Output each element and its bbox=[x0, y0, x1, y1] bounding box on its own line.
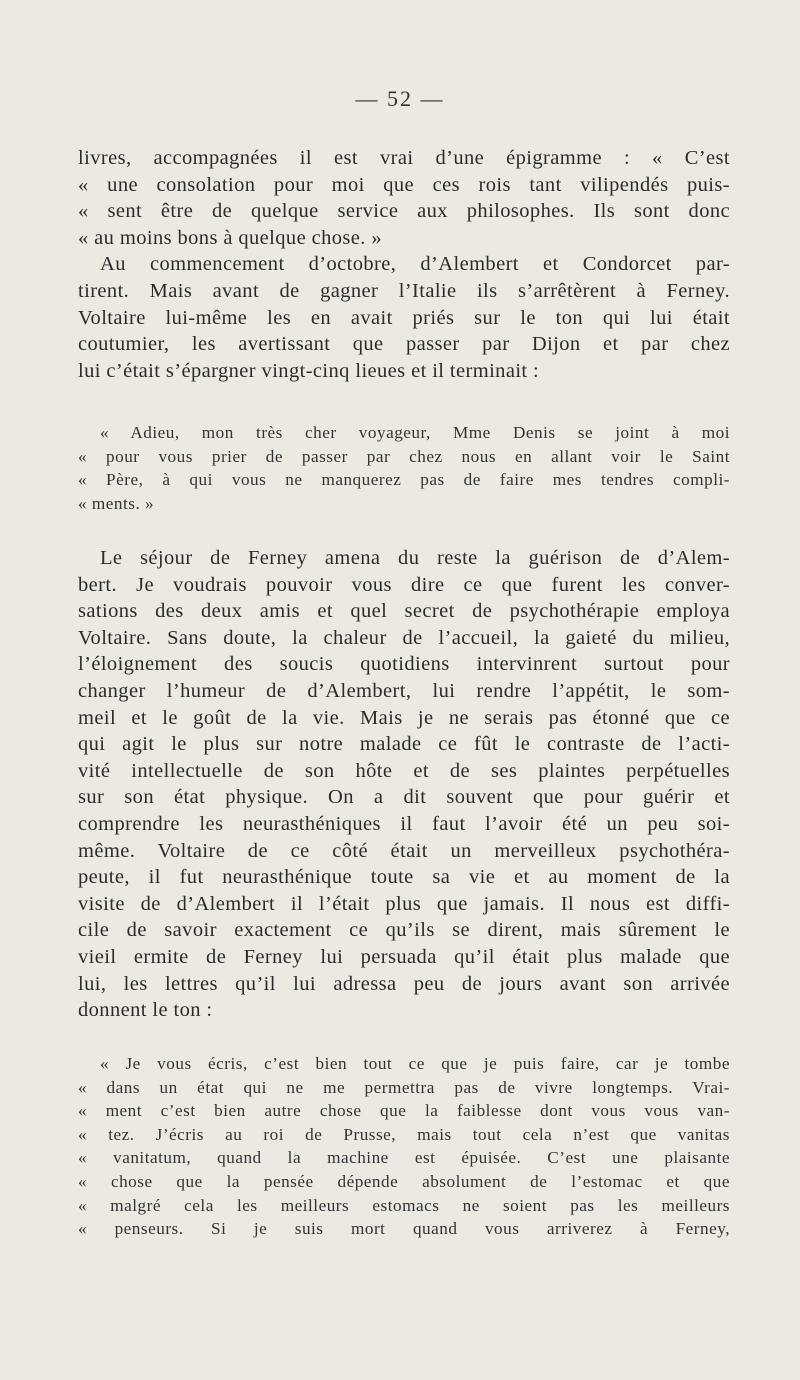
text-line: Au commencement d’octobre, d’Alembert et Condorcet par- bbox=[100, 253, 730, 276]
text-line: donnent le ton : bbox=[78, 999, 213, 1022]
text-line: Voltaire lui-même les en avait priés sur le ton qui lui était bbox=[78, 306, 730, 329]
text-line: « une consolation pour moi que ces rois tant vilipendés puis- bbox=[78, 173, 730, 196]
text-line: lui c’était s’épargner vingt-cinq lieues et il terminait : bbox=[78, 359, 540, 382]
text-line: coutumier, les avertissant que passer par Dijon et par chez bbox=[78, 333, 730, 356]
text-line: Le séjour de Ferney amena du reste la guérison de d’Alem- bbox=[100, 547, 730, 569]
quote-line: « Je vous écris, c’est bien tout ce que je puis faire, car je tombe bbox=[100, 1054, 730, 1073]
quote-line: « ment c’est bien autre chose que la faiblesse dont vous vous van- bbox=[78, 1101, 730, 1121]
paragraph-ferney-stay bbox=[78, 545, 730, 1024]
text-line: « au moins bons à quelque chose. » bbox=[78, 226, 382, 249]
text-line: l’éloignement des soucis quotidiens intervinrent surtout pour bbox=[78, 653, 730, 676]
quotation-voltaire-letter bbox=[78, 1052, 730, 1241]
text-line: qui agit le plus sur notre malade ce fût le contraste de l’acti- bbox=[78, 733, 730, 756]
text-line: comprendre les neurasthéniques il faut l’avoir été un peu soi- bbox=[78, 812, 730, 835]
paragraph-epigram bbox=[78, 145, 730, 384]
quote-line: « Adieu, mon très cher voyageur, Mme Denis se joint à moi bbox=[100, 423, 730, 442]
quote-line: « penseurs. Si je suis mort quand vous arriverez à Ferney, bbox=[78, 1219, 730, 1239]
text-line: lui, les lettres qu’il lui adressa peu de jours avant son arrivée bbox=[78, 972, 730, 995]
text-line: vité intellectuelle de son hôte et de ses plaintes perpétuelles bbox=[78, 759, 730, 782]
text-line: livres, accompagnées il est vrai d’une épigramme : « C’est bbox=[78, 147, 730, 169]
text-line: meil et le goût de la vie. Mais je ne serais pas étonné que ce bbox=[78, 706, 730, 729]
text-line: même. Voltaire de ce côté était un merveilleux psychothéra- bbox=[78, 839, 730, 862]
quote-line: « dans un état qui ne me permettra pas de vivre longtemps. Vrai- bbox=[78, 1077, 730, 1097]
text-line: changer l’humeur de d’Alembert, lui rendre l’appétit, le som- bbox=[78, 679, 730, 702]
text-line: tirent. Mais avant de gagner l’Italie ils s’arrêtèrent à Ferney. bbox=[78, 279, 730, 302]
text-line: sations des deux amis et quel secret de psychothérapie employa bbox=[78, 600, 730, 623]
quotation-voltaire-adieu bbox=[78, 421, 730, 515]
text-line: sur son état physique. On a dit souvent que pour guérir et bbox=[78, 786, 730, 809]
page-number: — 52 — bbox=[355, 86, 445, 111]
text-line: « sent être de quelque service aux philosophes. Ils sont donc bbox=[78, 200, 730, 223]
quote-line: « Père, à qui vous ne manquerez pas de faire mes tendres compli- bbox=[78, 470, 730, 490]
text-line: Voltaire. Sans doute, la chaleur de l’accueil, la gaieté du milieu, bbox=[78, 626, 730, 649]
quote-line: « pour vous prier de passer par chez nous en allant voir le Saint bbox=[78, 446, 730, 466]
text-line: vieil ermite de Ferney lui persuada qu’il était plus malade que bbox=[78, 945, 730, 968]
quote-line: « tez. J’écris au roi de Prusse, mais tout cela n’est que vanitas bbox=[78, 1124, 730, 1144]
quote-line: « ments. » bbox=[78, 493, 155, 513]
text-line: visite de d’Alembert il l’était plus que jamais. Il nous est diffi- bbox=[78, 892, 730, 915]
quote-line: « chose que la pensée dépende absolument de l’estomac et que bbox=[78, 1171, 730, 1191]
text-line: bert. Je voudrais pouvoir vous dire ce que furent les conver- bbox=[78, 573, 730, 596]
quote-line: « vanitatum, quand la machine est épuisée. C’est une plaisante bbox=[78, 1148, 730, 1168]
text-line: peute, il fut neurasthénique toute sa vie et au moment de la bbox=[78, 866, 730, 889]
text-line: cile de savoir exactement ce qu’ils se dirent, mais sûrement le bbox=[78, 919, 730, 942]
quote-line: « malgré cela les meilleurs estomacs ne soient pas les meilleurs bbox=[78, 1195, 730, 1215]
